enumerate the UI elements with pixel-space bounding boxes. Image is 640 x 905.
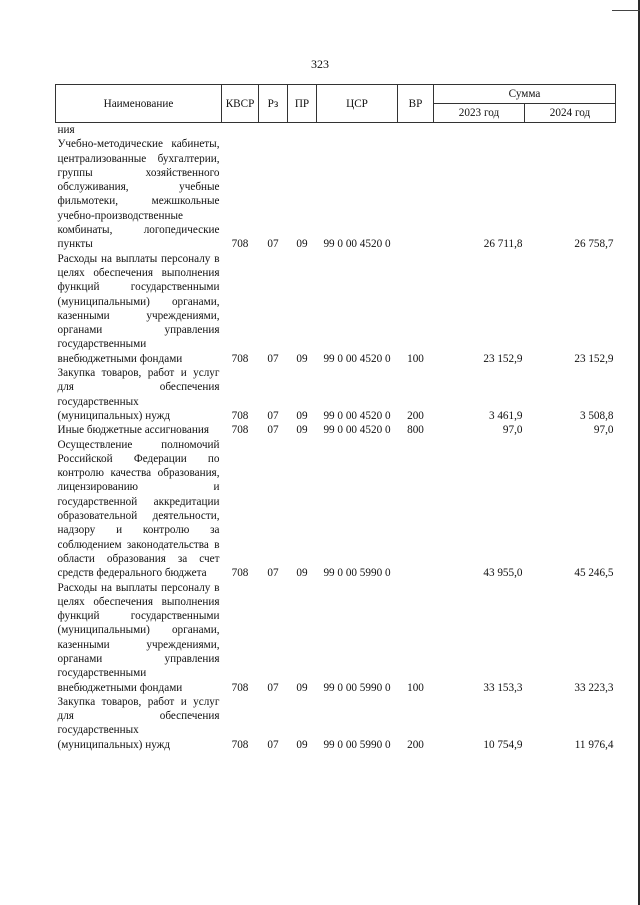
continuation-text: ния [57, 124, 75, 136]
page-number: 323 [311, 57, 329, 71]
row-rz: 07 [267, 681, 279, 694]
row-vr: 100 [407, 352, 424, 365]
row-rz: 07 [267, 409, 279, 422]
header-year-2024: 2024 год [525, 104, 616, 123]
row-sum-2024: 45 246,5 [574, 567, 614, 580]
row-sum-2023: 23 152,9 [483, 352, 523, 365]
row-sum-2024: 11 976,4 [574, 738, 614, 751]
row-sum-2024: 26 758,7 [574, 238, 614, 251]
row-csr: 99 0 00 5990 0 [323, 567, 391, 580]
row-sum-2023: 26 711,8 [483, 238, 523, 251]
header-kvsr: КВСР [222, 85, 259, 123]
row-csr: 99 0 00 4520 0 [323, 409, 391, 422]
row-name: Осуществление полномочий Российской Федерации по контролю качества образования, лицензированию и государственной аккредитации образовательной деятельности, надзору и контролю за соблюдением законодательства в области образования за счет средств федерального бюджета [57, 438, 220, 580]
row-pr: 09 [296, 567, 308, 580]
header-sum: Сумма [434, 85, 616, 104]
row-kvsr: 708 [231, 738, 249, 751]
row-sum-2024: 23 152,9 [574, 352, 614, 365]
row-pr: 09 [296, 738, 308, 751]
row-pr: 09 [296, 409, 308, 422]
row-sum-2023: 10 754,9 [483, 738, 523, 751]
row-name: Закупка товаров, работ и услуг для обеспечения государственных (муниципальных) нужд [57, 695, 220, 751]
row-kvsr: 708 [231, 424, 249, 437]
row-sum-2023: 43 955,0 [483, 567, 523, 580]
row-sum-2024: 3 508,8 [579, 409, 614, 422]
row-rz: 07 [267, 424, 279, 437]
row-pr: 09 [296, 424, 308, 437]
row-name: Закупка товаров, работ и услуг для обеспечения государственных (муниципальных) нужд [57, 367, 220, 422]
header-vr: ВР [398, 85, 434, 123]
row-vr: 800 [407, 424, 424, 437]
header-row [56, 85, 616, 104]
row-kvsr: 708 [231, 352, 249, 365]
row-sum-2023: 97,0 [502, 424, 523, 437]
table-row [56, 695, 616, 752]
row-name: Учебно-методические кабинеты, централизованные бухгалтерии, группы хозяйственного обслуживания, учебные фильмотеки, межшкольные учебно-производственные комбинаты, логопедические пункты [57, 138, 220, 251]
row-csr: 99 0 00 4520 0 [323, 352, 391, 365]
header-name: Наименование [56, 85, 222, 123]
table-row [56, 137, 616, 251]
row-rz: 07 [267, 738, 279, 751]
row-kvsr: 708 [231, 238, 249, 251]
table-row [56, 252, 616, 366]
row-rz: 07 [267, 352, 279, 365]
row-kvsr: 708 [231, 567, 249, 580]
table-row [56, 438, 616, 581]
table-row [56, 423, 616, 437]
row-csr: 99 0 00 5990 0 [323, 681, 391, 694]
row-kvsr: 708 [231, 409, 249, 422]
row-csr: 99 0 00 4520 0 [323, 238, 391, 251]
scan-mark [612, 10, 640, 11]
row-rz: 07 [267, 567, 279, 580]
row-sum-2023: 3 461,9 [488, 409, 523, 422]
row-sum-2023: 33 153,3 [483, 681, 523, 694]
row-vr [398, 137, 434, 251]
row-kvsr: 708 [231, 681, 249, 694]
row-sum-2024: 97,0 [593, 424, 614, 437]
budget-table [55, 84, 616, 752]
row-name: Расходы на выплаты персоналу в целях обеспечения выполнения функций государственными (муниципальными) органами, казенными учреждениями, органами управления государственными внебюджетными фондами [57, 252, 220, 365]
table-row [56, 366, 616, 423]
row-vr: 200 [407, 409, 424, 422]
table-row [56, 581, 616, 695]
row-csr: 99 0 00 5990 0 [323, 738, 391, 751]
row-pr: 09 [296, 238, 308, 251]
row-csr: 99 0 00 4520 0 [323, 424, 391, 437]
row-pr: 09 [296, 681, 308, 694]
row-rz: 07 [267, 238, 279, 251]
row-name: Иные бюджетные ассигнования [57, 424, 209, 437]
header-pr: ПР [288, 85, 317, 123]
header-year-2023: 2023 год [434, 104, 525, 123]
row-vr: 100 [407, 681, 424, 694]
row-sum-2024: 33 223,3 [574, 681, 614, 694]
header-rz: Рз [259, 85, 288, 123]
header-csr: ЦСР [317, 85, 398, 123]
row-vr: 200 [407, 738, 424, 751]
row-pr: 09 [296, 352, 308, 365]
row-name: Расходы на выплаты персоналу в целях обеспечения выполнения функций государственными (муниципальными) органами, казенными учреждениями, органами управления государственными внебюджетными фондами [57, 581, 220, 694]
continuation-row [56, 123, 616, 138]
row-vr [398, 438, 434, 581]
